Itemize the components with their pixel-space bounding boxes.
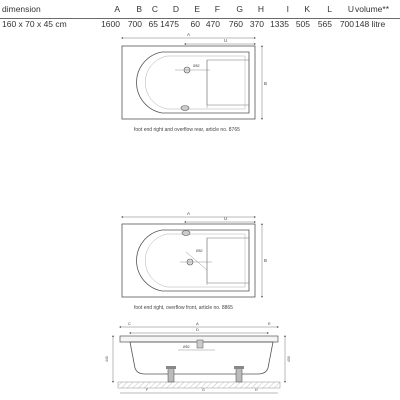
value-dimension: 160 x 70 x 45 cm xyxy=(2,19,67,29)
floor-area xyxy=(207,60,249,105)
overflow-fitting xyxy=(197,340,203,348)
header-u: U xyxy=(347,4,354,14)
foot-left xyxy=(168,368,174,382)
header-e: E xyxy=(194,4,200,14)
header-i: I xyxy=(286,4,289,14)
side-view xyxy=(105,321,291,393)
header-b: B xyxy=(136,4,142,14)
tub-basin-inner xyxy=(145,234,245,287)
header-l: L xyxy=(327,4,332,14)
value-c: 65 xyxy=(148,19,158,29)
side-label-f: F xyxy=(146,388,149,392)
top-view-front-overflow xyxy=(122,211,267,297)
side-label-c: C xyxy=(128,321,131,326)
tub-basin xyxy=(137,52,249,113)
header-volume: volume** xyxy=(355,4,390,14)
caption-top-view-1: foot end right and overflow rear, article no. 8765 xyxy=(134,127,240,133)
header-h: H xyxy=(257,4,264,14)
value-k: 505 xyxy=(295,19,310,29)
foot-left-cap xyxy=(166,366,176,369)
caption-top-view-2: foot end right, overflow front, article no. 8865 xyxy=(134,305,233,311)
label-u: U xyxy=(224,38,228,43)
header-d: D xyxy=(172,4,179,14)
label-b: B xyxy=(264,81,268,86)
header-c: C xyxy=(151,4,158,14)
value-g: 760 xyxy=(228,19,243,29)
value-u: 700 xyxy=(339,19,354,29)
value-d: 1475 xyxy=(160,19,179,29)
side-dim-left: 440 xyxy=(105,356,109,362)
overflow-icon xyxy=(182,231,190,236)
waste-label: Ø52 xyxy=(196,249,203,253)
header-a: A xyxy=(114,4,120,14)
label-b: B xyxy=(264,258,268,263)
foot-right xyxy=(236,368,242,382)
top-view-rear-overflow xyxy=(122,32,267,119)
side-label-h: H xyxy=(255,388,258,392)
header-f: F xyxy=(214,4,220,14)
side-label-g: G xyxy=(202,388,205,392)
floor-area xyxy=(207,238,249,283)
label-a: A xyxy=(187,211,191,216)
side-label-d: D xyxy=(196,327,199,332)
value-e: 60 xyxy=(190,19,200,29)
side-dim-right: 450 xyxy=(287,356,291,362)
value-l: 565 xyxy=(317,19,332,29)
value-f: 470 xyxy=(205,19,220,29)
value-h: 370 xyxy=(249,19,264,29)
label-u: U xyxy=(224,216,228,221)
overflow-label: Ø52 xyxy=(193,64,200,68)
side-label-e: E xyxy=(268,321,271,326)
waste-icon xyxy=(181,106,189,111)
side-label-a: A xyxy=(196,321,199,326)
label-a: A xyxy=(187,32,191,37)
header-dimension: dimension xyxy=(2,4,41,14)
foot-right-cap xyxy=(234,366,244,369)
value-a: 1600 xyxy=(101,19,120,29)
header-g: G xyxy=(236,4,243,14)
value-volume: 148 litre xyxy=(355,19,386,29)
value-i: 1335 xyxy=(270,19,289,29)
header-k: K xyxy=(304,4,310,14)
side-waste-label: Ø52 xyxy=(183,345,190,349)
value-b: 700 xyxy=(127,19,142,29)
